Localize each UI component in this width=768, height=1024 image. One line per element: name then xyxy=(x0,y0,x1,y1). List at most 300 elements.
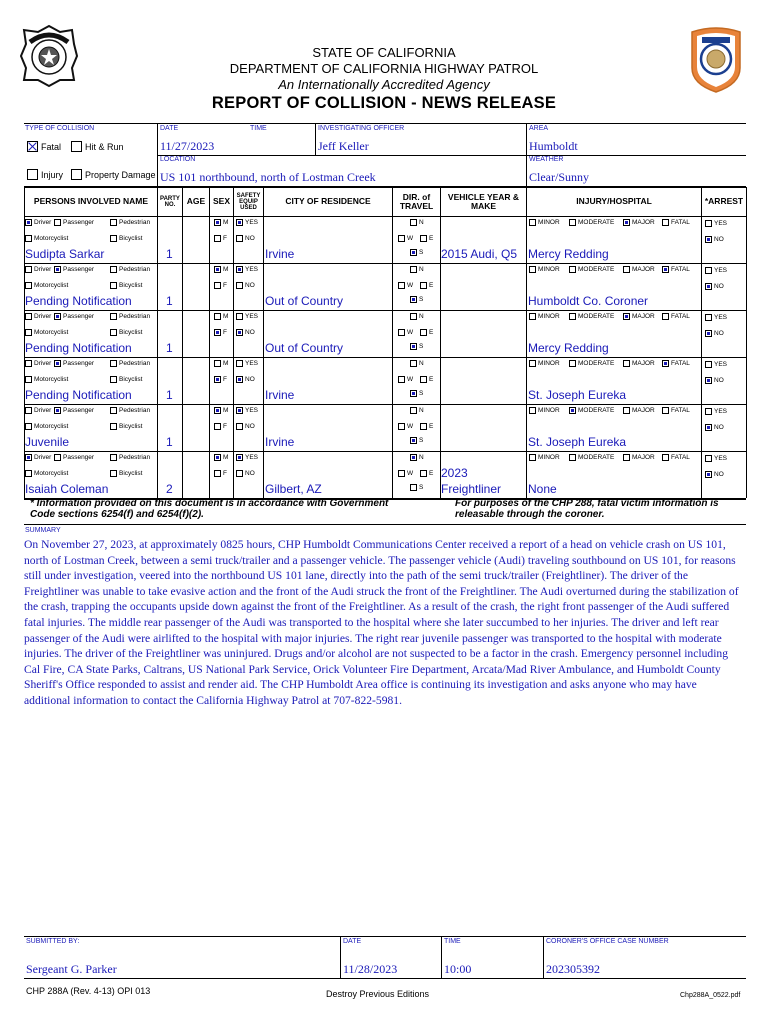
role-passenger-option-box[interactable] xyxy=(54,266,61,273)
location-value: US 101 northbound, north of Lostman Creek xyxy=(160,170,376,184)
arrest-no-option[interactable] xyxy=(705,236,724,243)
injury-major-option-box[interactable] xyxy=(623,219,630,226)
sex-f-option[interactable] xyxy=(214,329,227,336)
sex-f-option-label: F xyxy=(223,423,227,430)
role-pedestrian-option-box[interactable] xyxy=(110,313,117,320)
safety-yes-option-box[interactable] xyxy=(236,219,243,226)
injury-moderate-option-box[interactable] xyxy=(569,407,576,414)
dir-s-option-box[interactable] xyxy=(410,484,417,491)
injury-fatal-option-label: FATAL xyxy=(671,313,690,320)
safety-yes-option[interactable] xyxy=(236,454,258,461)
dir-w-option[interactable] xyxy=(398,376,413,383)
dir-n-option[interactable] xyxy=(410,454,424,461)
role-driver-option-label: Driver xyxy=(34,219,52,226)
injury-major-option-box[interactable] xyxy=(623,313,630,320)
property-damage-checkbox-box[interactable] xyxy=(71,169,82,180)
role-passenger-option[interactable] xyxy=(54,407,94,414)
role-motorcyclist-option[interactable] xyxy=(25,470,68,477)
arrest-yes-option-box[interactable] xyxy=(705,314,712,321)
role-driver-option[interactable] xyxy=(25,360,51,367)
dir-w-option-label: W xyxy=(407,470,414,477)
arrest-no-option-box[interactable] xyxy=(705,424,712,431)
role-pedestrian-option-label: Pedestrian xyxy=(119,266,151,273)
sex-f-option-box[interactable] xyxy=(214,423,221,430)
role-bicyclist-option-box[interactable] xyxy=(110,235,117,242)
injury-major-option-label: MAJOR xyxy=(632,266,655,273)
injury-fatal-option-label: FATAL xyxy=(671,266,690,273)
dir-w-option-box[interactable] xyxy=(398,282,405,289)
dir-s-option-box[interactable] xyxy=(410,437,417,444)
dir-w-option-box[interactable] xyxy=(398,235,405,242)
dir-s-option[interactable] xyxy=(410,484,423,491)
safety-no-option-label: NO xyxy=(245,470,255,477)
injury-minor-option-box[interactable] xyxy=(529,313,536,320)
safety-no-option[interactable] xyxy=(236,423,255,430)
role-driver-option[interactable] xyxy=(25,219,51,226)
date-label: DATE xyxy=(160,125,179,132)
sex-f-option-label: F xyxy=(223,329,227,336)
city-of-residence: Gilbert, AZ xyxy=(265,482,322,496)
injury-major-option-label: MAJOR xyxy=(632,360,655,367)
role-pedestrian-option-box[interactable] xyxy=(110,407,117,414)
injury-minor-option-box[interactable] xyxy=(529,454,536,461)
table-row-divider xyxy=(24,310,746,311)
arrest-yes-option-box[interactable] xyxy=(705,267,712,274)
dir-w-option-box[interactable] xyxy=(398,470,405,477)
table-header-divider xyxy=(24,216,746,217)
arrest-yes-option[interactable] xyxy=(705,408,727,415)
role-bicyclist-option[interactable] xyxy=(110,376,142,383)
arrest-yes-option-label: YES xyxy=(714,267,728,274)
submitted-by-label: SUBMITTED BY: xyxy=(26,938,80,945)
injury-checkbox[interactable] xyxy=(27,169,63,180)
dir-e-option[interactable] xyxy=(420,423,433,430)
arrest-no-option-box[interactable] xyxy=(705,236,712,243)
summary-label: SUMMARY xyxy=(25,527,61,534)
role-driver-option-box[interactable] xyxy=(25,407,32,414)
role-motorcyclist-option-box[interactable] xyxy=(25,376,32,383)
role-passenger-option[interactable] xyxy=(54,266,94,273)
injury-fatal-option-box[interactable] xyxy=(662,313,669,320)
injury-fatal-option-box[interactable] xyxy=(662,360,669,367)
arrest-yes-option-label: YES xyxy=(714,314,728,321)
injury-fatal-option[interactable] xyxy=(662,219,690,226)
dir-s-option-box[interactable] xyxy=(410,390,417,397)
sex-m-option[interactable] xyxy=(214,407,228,414)
dir-s-option[interactable] xyxy=(410,437,423,444)
sex-m-option-label: M xyxy=(223,219,229,226)
role-bicyclist-option-label: Bicyclist xyxy=(119,470,143,477)
injury-moderate-option-label: MODERATE xyxy=(578,266,615,273)
form-id: CHP 288A (Rev. 4-13) OPI 013 xyxy=(26,986,151,996)
role-motorcyclist-option-box[interactable] xyxy=(25,282,32,289)
dir-w-option[interactable] xyxy=(398,423,413,430)
role-driver-option-label: Driver xyxy=(34,454,52,461)
safety-yes-option-box[interactable] xyxy=(236,407,243,414)
safety-yes-option[interactable] xyxy=(236,219,258,226)
role-passenger-option-box[interactable] xyxy=(54,407,61,414)
role-passenger-option-label: Passenger xyxy=(63,266,95,273)
role-bicyclist-option[interactable] xyxy=(110,423,142,430)
dir-e-option[interactable] xyxy=(420,470,433,477)
role-driver-option[interactable] xyxy=(25,454,51,461)
dir-w-option-box[interactable] xyxy=(398,423,405,430)
role-passenger-option-box[interactable] xyxy=(54,219,61,226)
injury-checkbox-box[interactable] xyxy=(27,169,38,180)
injury-fatal-option[interactable] xyxy=(662,313,690,320)
sex-f-option-box[interactable] xyxy=(214,329,221,336)
sex-m-option-label: M xyxy=(223,407,229,414)
injury-major-option[interactable] xyxy=(623,360,655,367)
role-pedestrian-option[interactable] xyxy=(110,313,150,320)
role-motorcyclist-option-label: Motorcyclist xyxy=(34,470,69,477)
role-driver-option[interactable] xyxy=(25,313,51,320)
dir-s-option[interactable] xyxy=(410,343,423,350)
dir-s-option-label: S xyxy=(419,390,424,397)
safety-yes-option-label: YES xyxy=(245,454,259,461)
safety-no-option[interactable] xyxy=(236,329,255,336)
role-bicyclist-option-box[interactable] xyxy=(110,470,117,477)
injury-fatal-option-box[interactable] xyxy=(662,219,669,226)
city-of-residence: Irvine xyxy=(265,435,295,449)
injury-minor-option[interactable] xyxy=(529,313,560,320)
arrest-yes-option-label: YES xyxy=(714,361,728,368)
injury-minor-option-box[interactable] xyxy=(529,360,536,367)
injury-minor-option-label: MINOR xyxy=(538,313,560,320)
dir-n-option-box[interactable] xyxy=(410,360,417,367)
role-driver-option[interactable] xyxy=(25,407,51,414)
role-passenger-option-box[interactable] xyxy=(54,360,61,367)
sex-f-option[interactable] xyxy=(214,423,227,430)
city-of-residence: Out of Country xyxy=(265,341,344,355)
injury-moderate-option[interactable] xyxy=(569,313,614,320)
arrest-yes-option[interactable] xyxy=(705,361,727,368)
injury-fatal-option-box[interactable] xyxy=(662,407,669,414)
arrest-yes-option-box[interactable] xyxy=(705,361,712,368)
injury-minor-option[interactable] xyxy=(529,219,560,226)
safety-no-option-label: NO xyxy=(245,423,255,430)
hospital: St. Joseph Eureka xyxy=(528,435,627,449)
dir-n-option[interactable] xyxy=(410,360,424,367)
party-number: 1 xyxy=(166,388,173,402)
party-number: 1 xyxy=(166,435,173,449)
arrest-no-option-box[interactable] xyxy=(705,330,712,337)
officer-label: INVESTIGATING OFFICER xyxy=(318,125,405,132)
dir-e-option[interactable] xyxy=(420,329,433,336)
arrest-no-option-label: NO xyxy=(714,283,724,290)
dir-w-option[interactable] xyxy=(398,470,413,477)
sex-f-option-box[interactable] xyxy=(214,282,221,289)
safety-yes-option[interactable] xyxy=(236,313,258,320)
arrest-no-option[interactable] xyxy=(705,424,724,431)
role-motorcyclist-option-box[interactable] xyxy=(25,423,32,430)
role-passenger-option[interactable] xyxy=(54,360,94,367)
dir-e-option-box[interactable] xyxy=(420,470,427,477)
arrest-yes-option-box[interactable] xyxy=(705,408,712,415)
safety-yes-option[interactable] xyxy=(236,266,258,273)
role-motorcyclist-option-box[interactable] xyxy=(25,470,32,477)
dir-s-option-box[interactable] xyxy=(410,343,417,350)
safety-yes-option-label: YES xyxy=(245,313,259,320)
vehicle-make: Freightliner xyxy=(441,482,502,496)
injury-major-option-label: MAJOR xyxy=(632,454,655,461)
role-bicyclist-option-box[interactable] xyxy=(110,376,117,383)
role-pedestrian-option[interactable] xyxy=(110,407,150,414)
role-passenger-option[interactable] xyxy=(54,219,94,226)
sex-f-option-box[interactable] xyxy=(214,235,221,242)
injury-minor-option[interactable] xyxy=(529,360,560,367)
arrest-no-option[interactable] xyxy=(705,283,724,290)
safety-yes-option-box[interactable] xyxy=(236,360,243,367)
fatal-checkbox[interactable] xyxy=(27,141,61,152)
injury-fatal-option-box[interactable] xyxy=(662,266,669,273)
role-bicyclist-option[interactable] xyxy=(110,470,142,477)
role-motorcyclist-option[interactable] xyxy=(25,282,68,289)
arrest-yes-option-box[interactable] xyxy=(705,220,712,227)
safety-no-option-box[interactable] xyxy=(236,376,243,383)
role-bicyclist-option-box[interactable] xyxy=(110,423,117,430)
injury-major-option-box[interactable] xyxy=(623,266,630,273)
dir-n-option-label: N xyxy=(419,266,424,273)
safety-no-option[interactable] xyxy=(236,376,255,383)
dir-s-option-box[interactable] xyxy=(410,249,417,256)
dir-w-option-box[interactable] xyxy=(398,329,405,336)
dir-n-option[interactable] xyxy=(410,266,424,273)
table-row-divider xyxy=(24,451,746,452)
role-driver-option-box[interactable] xyxy=(25,219,32,226)
role-bicyclist-option[interactable] xyxy=(110,282,142,289)
injury-minor-option-box[interactable] xyxy=(529,407,536,414)
person-name: Juvenile xyxy=(25,435,70,449)
role-driver-option-box[interactable] xyxy=(25,313,32,320)
safety-no-option-label: NO xyxy=(245,282,255,289)
injury-moderate-option-box[interactable] xyxy=(569,219,576,226)
role-pedestrian-option-box[interactable] xyxy=(110,360,117,367)
injury-moderate-option-box[interactable] xyxy=(569,454,576,461)
dir-s-option[interactable] xyxy=(410,296,423,303)
arrest-no-option-box[interactable] xyxy=(705,377,712,384)
safety-no-option[interactable] xyxy=(236,282,255,289)
role-bicyclist-option-box[interactable] xyxy=(110,329,117,336)
dir-s-option[interactable] xyxy=(410,249,423,256)
sex-f-option-label: F xyxy=(223,470,227,477)
role-bicyclist-option[interactable] xyxy=(110,235,142,242)
role-motorcyclist-option[interactable] xyxy=(25,376,68,383)
sex-m-option[interactable] xyxy=(214,360,228,367)
role-motorcyclist-option-box[interactable] xyxy=(25,235,32,242)
injury-major-option[interactable] xyxy=(623,454,655,461)
role-driver-option[interactable] xyxy=(25,266,51,273)
role-motorcyclist-option-box[interactable] xyxy=(25,329,32,336)
injury-moderate-option-box[interactable] xyxy=(569,360,576,367)
injury-major-option[interactable] xyxy=(623,266,655,273)
injury-moderate-option-box[interactable] xyxy=(569,266,576,273)
arrest-no-option[interactable] xyxy=(705,471,724,478)
dir-e-option-box[interactable] xyxy=(420,282,427,289)
arrest-yes-option[interactable] xyxy=(705,455,727,462)
injury-major-option-box[interactable] xyxy=(623,407,630,414)
property-damage-checkbox[interactable] xyxy=(71,169,156,180)
role-motorcyclist-option[interactable] xyxy=(25,235,68,242)
injury-fatal-option[interactable] xyxy=(662,407,690,414)
dir-n-option[interactable] xyxy=(410,313,424,320)
role-passenger-option-box[interactable] xyxy=(54,454,61,461)
arrest-yes-option[interactable] xyxy=(705,267,727,274)
sex-f-option-label: F xyxy=(223,376,227,383)
role-pedestrian-option[interactable] xyxy=(110,360,150,367)
sex-m-option-label: M xyxy=(223,266,229,273)
dir-w-option-label: W xyxy=(407,423,414,430)
sex-f-option-box[interactable] xyxy=(214,376,221,383)
fatal-checkbox-box[interactable] xyxy=(27,141,38,152)
dir-n-option-box[interactable] xyxy=(410,454,417,461)
injury-moderate-option[interactable] xyxy=(569,266,614,273)
arrest-yes-option[interactable] xyxy=(705,220,727,227)
role-bicyclist-option-label: Bicyclist xyxy=(119,235,143,242)
injury-moderate-option[interactable] xyxy=(569,360,614,367)
role-pedestrian-option[interactable] xyxy=(110,266,150,273)
role-pedestrian-option[interactable] xyxy=(110,454,150,461)
sex-m-option-label: M xyxy=(223,454,229,461)
safety-yes-option-box[interactable] xyxy=(236,313,243,320)
role-pedestrian-option-box[interactable] xyxy=(110,454,117,461)
dir-w-option-box[interactable] xyxy=(398,376,405,383)
dir-e-option[interactable] xyxy=(420,235,433,242)
injury-moderate-option[interactable] xyxy=(569,407,614,414)
dir-e-option-box[interactable] xyxy=(420,423,427,430)
injury-minor-option-label: MINOR xyxy=(538,454,560,461)
safety-yes-option-box[interactable] xyxy=(236,454,243,461)
role-motorcyclist-option[interactable] xyxy=(25,423,68,430)
dir-n-option-box[interactable] xyxy=(410,266,417,273)
role-bicyclist-option-box[interactable] xyxy=(110,282,117,289)
arrest-no-option-box[interactable] xyxy=(705,471,712,478)
injury-fatal-option[interactable] xyxy=(662,266,690,273)
injury-moderate-option-label: MODERATE xyxy=(578,313,615,320)
role-pedestrian-option[interactable] xyxy=(110,219,150,226)
arrest-yes-option[interactable] xyxy=(705,314,727,321)
dir-w-option[interactable] xyxy=(398,235,413,242)
injury-major-option-box[interactable] xyxy=(623,454,630,461)
safety-no-option-box[interactable] xyxy=(236,423,243,430)
role-passenger-option[interactable] xyxy=(54,313,94,320)
role-passenger-option-label: Passenger xyxy=(63,313,95,320)
sex-m-option-box[interactable] xyxy=(214,407,221,414)
sex-m-option-box[interactable] xyxy=(214,313,221,320)
sex-f-option[interactable] xyxy=(214,282,227,289)
safety-no-option[interactable] xyxy=(236,470,255,477)
sex-m-option-box[interactable] xyxy=(214,360,221,367)
injury-minor-option[interactable] xyxy=(529,266,560,273)
sex-m-option[interactable] xyxy=(214,313,228,320)
injury-major-option[interactable] xyxy=(623,313,655,320)
safety-no-option-box[interactable] xyxy=(236,329,243,336)
injury-major-option[interactable] xyxy=(623,219,655,226)
injury-minor-option-box[interactable] xyxy=(529,266,536,273)
role-passenger-option-box[interactable] xyxy=(54,313,61,320)
dir-n-option-label: N xyxy=(419,454,424,461)
safety-yes-option[interactable] xyxy=(236,360,258,367)
sex-m-option[interactable] xyxy=(214,219,228,226)
dir-n-option-box[interactable] xyxy=(410,407,417,414)
arrest-yes-option-box[interactable] xyxy=(705,455,712,462)
role-driver-option-box[interactable] xyxy=(25,454,32,461)
safety-yes-option-box[interactable] xyxy=(236,266,243,273)
person-name: Isaiah Coleman xyxy=(25,482,109,496)
dir-s-option[interactable] xyxy=(410,390,423,397)
injury-major-option-box[interactable] xyxy=(623,360,630,367)
arrest-no-option[interactable] xyxy=(705,330,724,337)
dir-n-option[interactable] xyxy=(410,407,424,414)
dir-n-option-box[interactable] xyxy=(410,219,417,226)
injury-moderate-option[interactable] xyxy=(569,454,614,461)
safety-no-option-box[interactable] xyxy=(236,470,243,477)
arrest-no-option-box[interactable] xyxy=(705,283,712,290)
dir-w-option[interactable] xyxy=(398,329,413,336)
sex-m-option-box[interactable] xyxy=(214,454,221,461)
injury-major-option[interactable] xyxy=(623,407,655,414)
injury-minor-option-label: MINOR xyxy=(538,219,560,226)
sex-m-option-box[interactable] xyxy=(214,219,221,226)
role-pedestrian-option-box[interactable] xyxy=(110,266,117,273)
dir-n-option[interactable] xyxy=(410,219,424,226)
sex-f-option[interactable] xyxy=(214,376,227,383)
injury-minor-option[interactable] xyxy=(529,407,560,414)
hospital: None xyxy=(528,482,557,496)
dir-w-option[interactable] xyxy=(398,282,413,289)
dir-e-option[interactable] xyxy=(420,282,433,289)
role-bicyclist-option[interactable] xyxy=(110,329,142,336)
dir-s-option-box[interactable] xyxy=(410,296,417,303)
role-motorcyclist-option-label: Motorcyclist xyxy=(34,376,69,383)
sex-f-option[interactable] xyxy=(214,470,227,477)
safety-no-option-label: NO xyxy=(245,329,255,336)
role-passenger-option[interactable] xyxy=(54,454,94,461)
dir-n-option-box[interactable] xyxy=(410,313,417,320)
dir-e-option[interactable] xyxy=(420,376,433,383)
role-passenger-option-label: Passenger xyxy=(63,219,95,226)
role-driver-option-box[interactable] xyxy=(25,266,32,273)
hit-run-checkbox-box[interactable] xyxy=(71,141,82,152)
injury-moderate-option[interactable] xyxy=(569,219,614,226)
dir-e-option-box[interactable] xyxy=(420,235,427,242)
dir-e-option-box[interactable] xyxy=(420,376,427,383)
sex-m-option[interactable] xyxy=(214,266,228,273)
injury-minor-option-box[interactable] xyxy=(529,219,536,226)
injury-fatal-option-label: FATAL xyxy=(671,407,690,414)
safety-no-option[interactable] xyxy=(236,235,255,242)
injury-minor-option[interactable] xyxy=(529,454,560,461)
role-driver-option-box[interactable] xyxy=(25,360,32,367)
hit-run-checkbox[interactable] xyxy=(71,141,124,152)
person-name: Pending Notification xyxy=(25,341,132,355)
injury-moderate-option-box[interactable] xyxy=(569,313,576,320)
role-pedestrian-option-box[interactable] xyxy=(110,219,117,226)
arrest-no-option[interactable] xyxy=(705,377,724,384)
sex-f-option[interactable] xyxy=(214,235,227,242)
injury-fatal-option[interactable] xyxy=(662,360,690,367)
dir-e-option-box[interactable] xyxy=(420,329,427,336)
sex-f-option-box[interactable] xyxy=(214,470,221,477)
sex-m-option-box[interactable] xyxy=(214,266,221,273)
sex-m-option[interactable] xyxy=(214,454,228,461)
safety-no-option-box[interactable] xyxy=(236,282,243,289)
role-motorcyclist-option[interactable] xyxy=(25,329,68,336)
safety-no-option-box[interactable] xyxy=(236,235,243,242)
injury-fatal-option[interactable] xyxy=(662,454,690,461)
injury-fatal-option-box[interactable] xyxy=(662,454,669,461)
safety-yes-option[interactable] xyxy=(236,407,258,414)
